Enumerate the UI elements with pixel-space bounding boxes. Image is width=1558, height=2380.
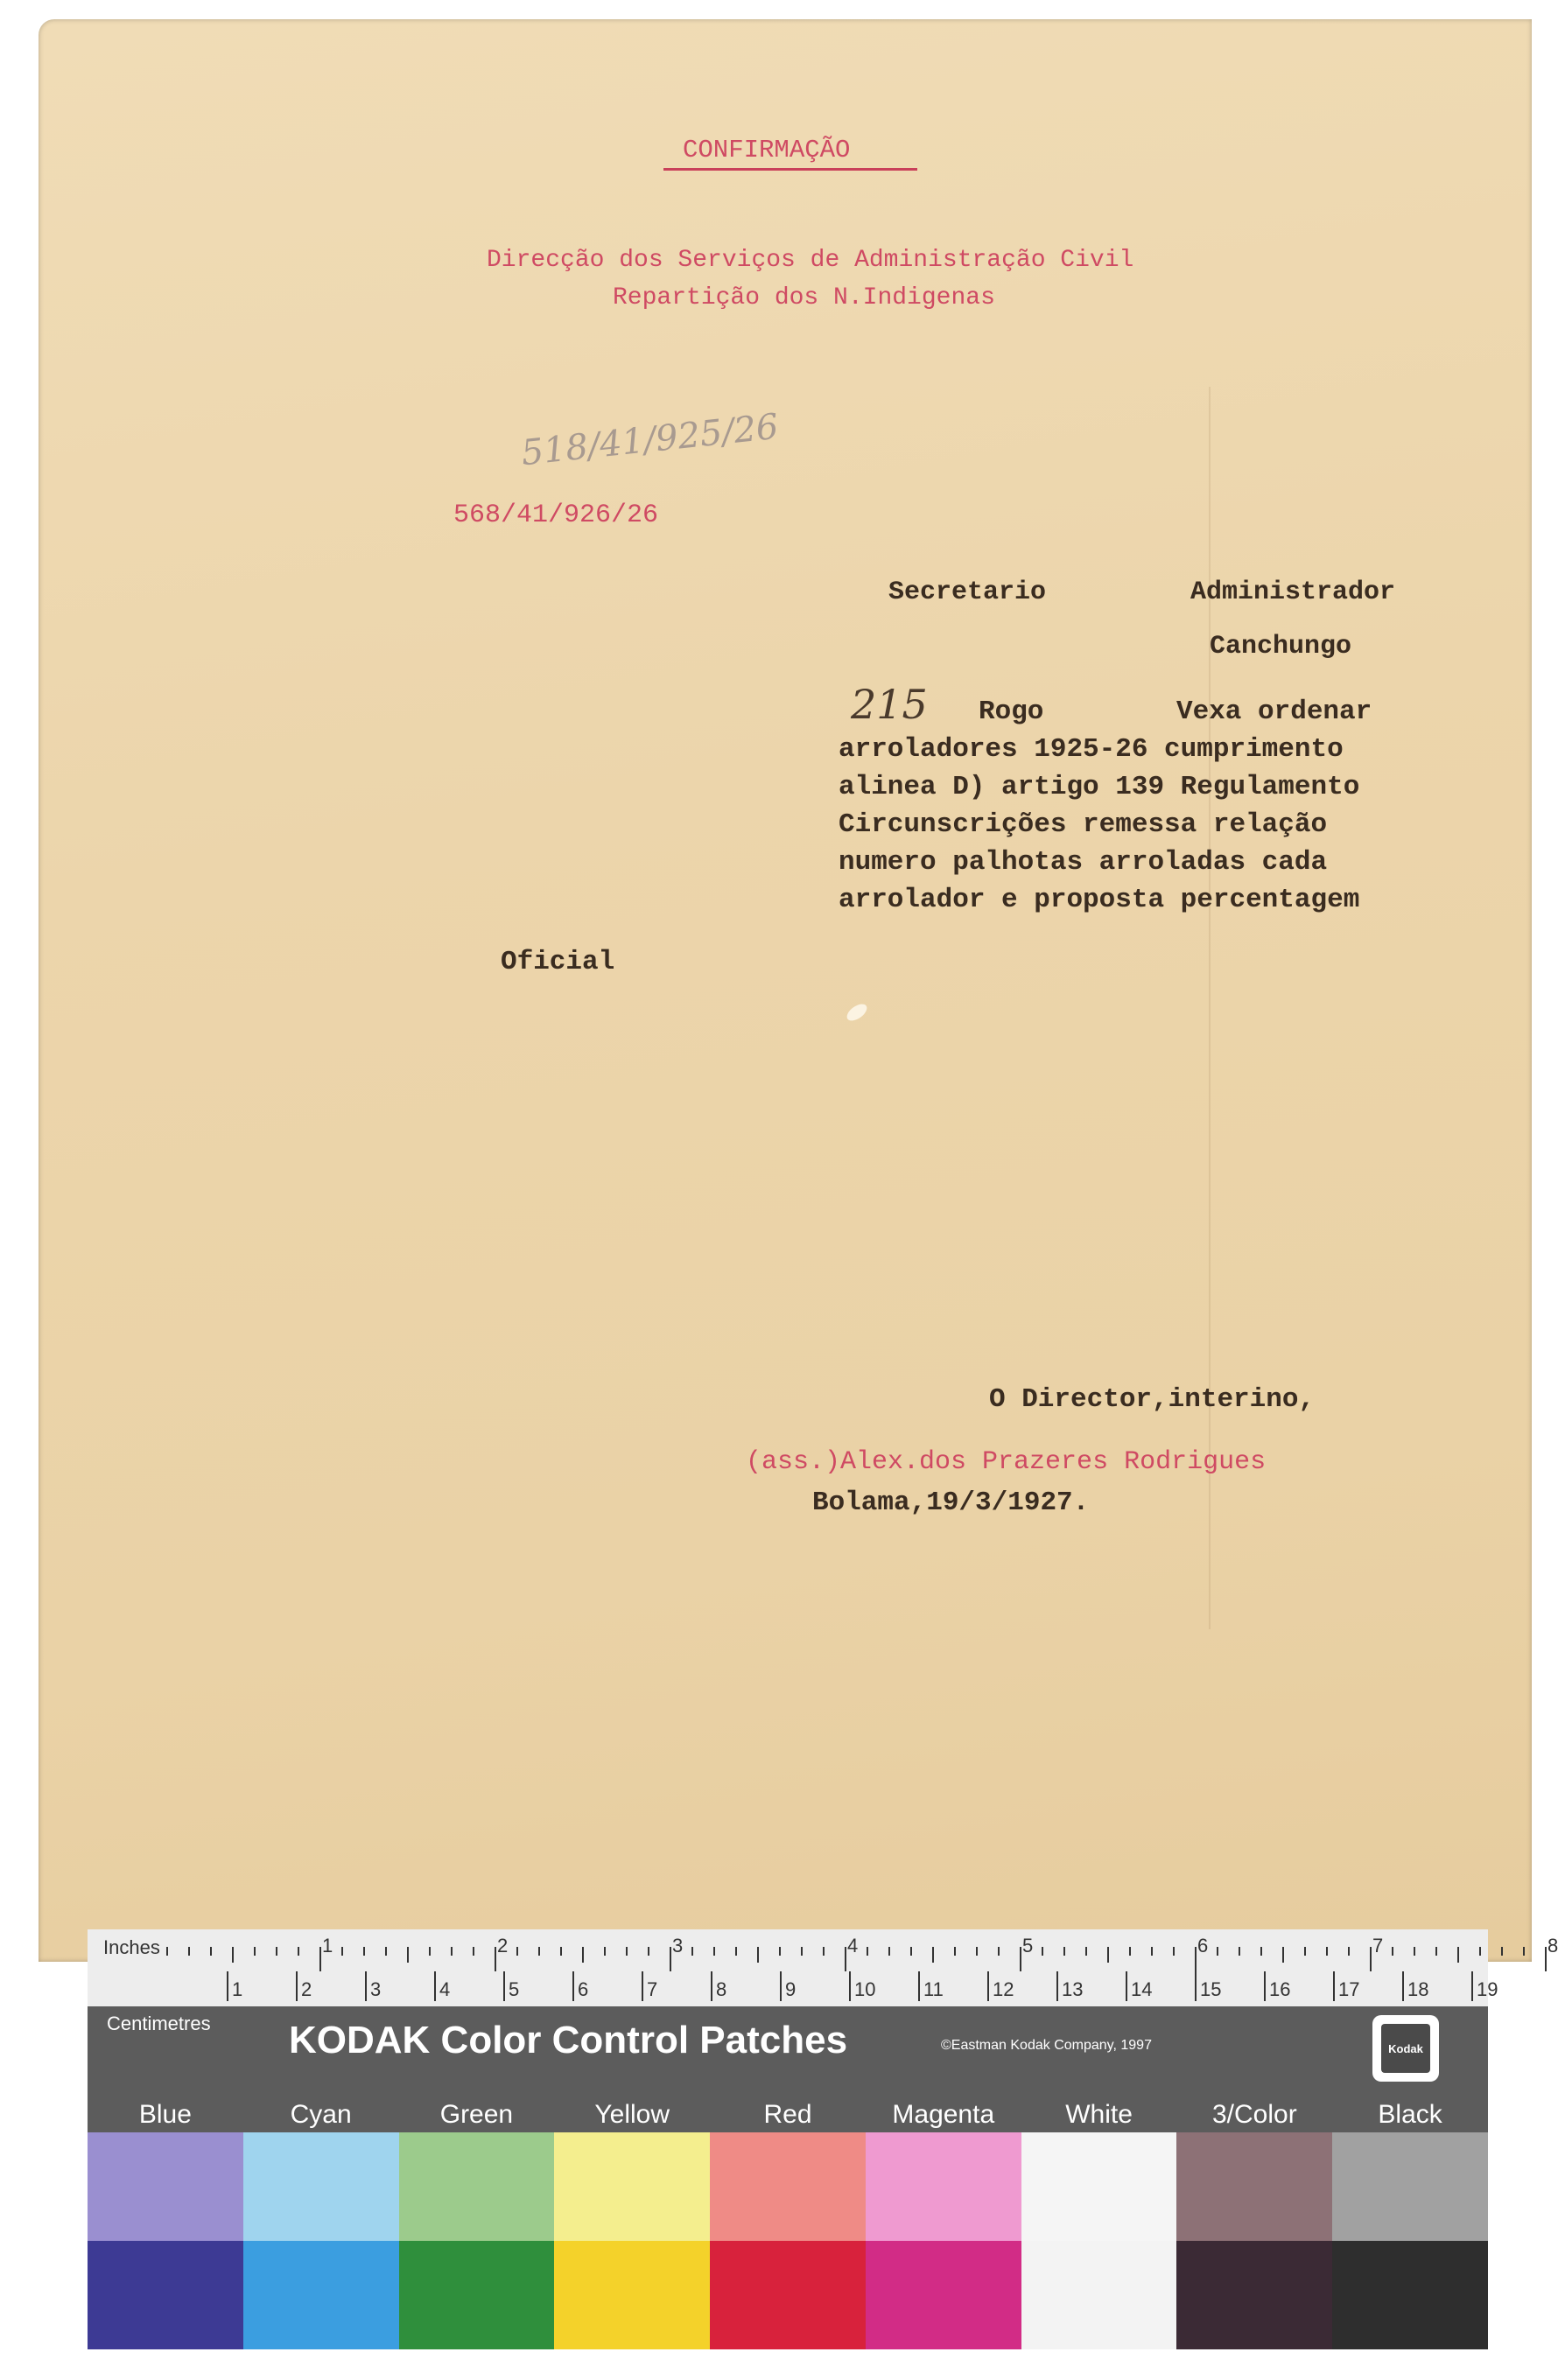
cm-tick	[1195, 1971, 1197, 2001]
target-title: KODAK Color Control Patches	[289, 2019, 848, 2062]
inch-tick	[210, 1947, 212, 1956]
patch-label: Black	[1378, 2100, 1442, 2129]
inch-tick	[1282, 1947, 1284, 1963]
inch-tick	[582, 1947, 584, 1963]
handwritten-number: 215	[851, 681, 928, 728]
inch-tick	[735, 1947, 737, 1956]
cm-tick	[503, 1971, 505, 2001]
cm-tick-label: 6	[578, 1978, 589, 2000]
signature-name: (ass.)Alex.dos Prazeres Rodrigues	[746, 1447, 1267, 1477]
inch-tick	[1457, 1947, 1459, 1963]
inch-tick	[385, 1947, 387, 1956]
color-patch-light	[554, 2132, 710, 2241]
inch-tick	[779, 1947, 781, 1956]
cm-tick-label: 9	[785, 1978, 797, 2000]
inch-tick	[1085, 1947, 1087, 1956]
inch-tick	[429, 1947, 431, 1956]
inch-tick	[1479, 1947, 1481, 1956]
handwritten-reference: 518/41/925/26	[519, 406, 781, 474]
cm-tick-label: 15	[1200, 1978, 1222, 2000]
title-underline	[663, 168, 917, 171]
color-patch-dark	[88, 2241, 243, 2349]
color-patch-dark	[554, 2241, 710, 2349]
inch-tick	[626, 1947, 628, 1956]
inch-tick	[1435, 1947, 1437, 1956]
inch-tick	[254, 1947, 256, 1956]
inch-tick	[845, 1947, 846, 1971]
recipient-label: Administrador	[1190, 578, 1396, 607]
inch-tick	[1414, 1947, 1415, 1956]
body-line: arrolador e proposta percentagem	[839, 885, 1360, 915]
inch-tick	[1545, 1947, 1547, 1971]
cm-tick	[572, 1971, 574, 2001]
inch-tick	[604, 1947, 606, 1956]
cm-tick	[918, 1971, 920, 2001]
inch-tick	[932, 1947, 934, 1963]
inch-tick	[188, 1947, 190, 1956]
cm-tick-label: 12	[993, 1978, 1014, 2000]
color-patch-dark	[710, 2241, 866, 2349]
color-patch-light	[1021, 2132, 1177, 2241]
body-line: arroladores 1925-26 cumprimento	[839, 734, 1344, 765]
cm-tick-label: 10	[854, 1978, 876, 2000]
inch-tick	[1326, 1947, 1328, 1956]
inch-tick	[867, 1947, 868, 1956]
inch-tick	[1523, 1947, 1525, 1956]
patch-label: Green	[439, 2100, 514, 2129]
inch-tick	[319, 1947, 321, 1971]
typed-reference: 568/41/926/26	[453, 500, 659, 530]
color-patch-dark	[399, 2241, 555, 2349]
patch-label: Yellow	[594, 2100, 670, 2129]
inch-tick	[1042, 1947, 1043, 1956]
cm-tick-label: 16	[1269, 1978, 1291, 2000]
signature-title: O Director,interino,	[989, 1384, 1316, 1415]
inch-tick-label: 5	[1022, 1935, 1034, 1956]
color-patch-dark	[1332, 2241, 1488, 2349]
inch-tick	[1195, 1947, 1197, 1971]
color-patch-light	[1332, 2132, 1488, 2241]
color-patch-light	[866, 2132, 1021, 2241]
inch-tick	[560, 1947, 562, 1956]
color-patch-dark	[1176, 2241, 1332, 2349]
cm-tick-label: 8	[716, 1978, 727, 2000]
inches-label: Inches	[103, 1936, 160, 1958]
cm-tick	[434, 1971, 436, 2001]
inch-tick	[1020, 1947, 1021, 1971]
inch-tick	[1107, 1947, 1109, 1963]
color-patch-dark	[866, 2241, 1021, 2349]
inch-tick-label: 4	[847, 1935, 859, 1956]
cm-tick-label: 5	[509, 1978, 520, 2000]
inch-tick	[1217, 1947, 1218, 1956]
inch-tick-label: 6	[1197, 1935, 1209, 1956]
body-line: Circunscrições remessa relação	[839, 809, 1328, 840]
inch-tick-label: 8	[1547, 1935, 1558, 1956]
kodak-logo	[1372, 2015, 1439, 2082]
inch-tick	[670, 1947, 671, 1971]
inch-tick	[1173, 1947, 1175, 1956]
inch-tick	[363, 1947, 365, 1956]
sender-label: Secretario	[888, 578, 1047, 607]
patch-label: White	[1065, 2100, 1133, 2129]
cm-tick	[780, 1971, 782, 2001]
inch-tick	[1304, 1947, 1306, 1956]
inch-tick	[998, 1947, 1000, 1956]
inch-tick	[823, 1947, 825, 1956]
header-department: Direcção dos Serviços de Administração Civil	[487, 247, 1134, 274]
inch-tick-label: 2	[497, 1935, 509, 1956]
target-copyright: ©Eastman Kodak Company, 1997	[941, 2038, 1152, 2053]
inch-tick	[341, 1947, 343, 1956]
color-patch-dark	[1021, 2241, 1177, 2349]
cm-tick	[296, 1971, 298, 2001]
color-patch-dark	[243, 2241, 399, 2349]
inch-tick	[691, 1947, 693, 1956]
inch-tick	[713, 1947, 715, 1956]
inch-tick	[888, 1947, 890, 1956]
inch-tick	[538, 1947, 540, 1956]
inch-tick	[1501, 1947, 1503, 1956]
inch-tick	[910, 1947, 912, 1956]
inch-tick	[1129, 1947, 1131, 1956]
color-patches	[88, 2097, 1488, 2349]
inch-tick	[801, 1947, 803, 1956]
cm-tick	[711, 1971, 712, 2001]
inch-tick	[1260, 1947, 1262, 1956]
cm-tick	[365, 1971, 367, 2001]
measurement-ruler	[88, 1929, 1558, 2006]
cm-tick-label: 1	[232, 1978, 243, 2000]
color-patch-light	[399, 2132, 555, 2241]
cm-tick	[1402, 1971, 1404, 2001]
patch-label: Magenta	[892, 2100, 995, 2129]
cm-tick-label: 7	[647, 1978, 658, 2000]
inch-tick	[473, 1947, 474, 1956]
inch-tick	[451, 1947, 453, 1956]
inch-tick	[495, 1947, 496, 1971]
kodak-logo-text: Kodak	[1381, 2024, 1430, 2073]
patch-label: 3/Color	[1211, 2100, 1297, 2129]
cm-tick	[1333, 1971, 1335, 2001]
patch-label: Blue	[138, 2100, 192, 2129]
classification-label: Oficial	[501, 947, 615, 977]
inch-tick	[648, 1947, 649, 1956]
color-patch-light	[88, 2132, 243, 2241]
inch-tick	[1063, 1947, 1065, 1956]
inch-tick	[232, 1947, 234, 1963]
inch-tick	[276, 1947, 277, 1956]
inch-tick	[1392, 1947, 1393, 1956]
cm-tick	[1126, 1971, 1127, 2001]
body-line: Vexa ordenar	[1176, 696, 1372, 727]
cm-tick	[1056, 1971, 1058, 2001]
inch-tick-label: 1	[322, 1935, 333, 1956]
cm-tick	[227, 1971, 228, 2001]
cm-tick-label: 19	[1477, 1978, 1498, 2000]
paper-fold	[1209, 387, 1211, 1629]
cm-tick-label: 13	[1062, 1978, 1084, 2000]
color-patch-light	[710, 2132, 866, 2241]
cm-tick	[987, 1971, 989, 2001]
inch-tick	[757, 1947, 759, 1963]
cm-tick-label: 2	[301, 1978, 312, 2000]
patch-label: Cyan	[290, 2100, 352, 2129]
inch-tick	[954, 1947, 956, 1956]
cm-tick-label: 11	[923, 1978, 944, 2000]
patch-label: Red	[763, 2100, 812, 2129]
paper-blemish	[844, 1001, 869, 1024]
cm-tick-label: 3	[370, 1978, 382, 2000]
color-patch-light	[1176, 2132, 1332, 2241]
inch-tick-label: 7	[1372, 1935, 1384, 1956]
inch-tick	[1370, 1947, 1372, 1971]
cm-tick	[1471, 1971, 1473, 2001]
cm-tick	[642, 1971, 643, 2001]
inch-tick	[1151, 1947, 1153, 1956]
body-line: Rogo	[979, 696, 1044, 727]
inch-tick	[1348, 1947, 1350, 1956]
centimetres-label: Centimetres	[107, 2012, 211, 2034]
inch-tick-label: 3	[672, 1935, 684, 1956]
inch-tick	[407, 1947, 409, 1963]
cm-tick-label: 14	[1131, 1978, 1153, 2000]
kodak-color-target	[88, 1929, 1558, 2349]
cm-tick-label: 18	[1407, 1978, 1429, 2000]
inch-tick	[298, 1947, 299, 1956]
document-title: CONFIRMAÇÃO	[683, 136, 851, 164]
color-patch-light	[243, 2132, 399, 2241]
body-line: alinea D) artigo 139 Regulamento	[839, 772, 1360, 802]
recipient-location: Canchungo	[1210, 632, 1352, 662]
inch-tick	[976, 1947, 978, 1956]
cm-tick-label: 4	[439, 1978, 451, 2000]
cm-tick	[1264, 1971, 1266, 2001]
inch-tick	[166, 1947, 168, 1956]
inch-tick	[516, 1947, 518, 1956]
cm-tick	[849, 1971, 851, 2001]
inch-tick	[1239, 1947, 1240, 1956]
place-date: Bolama,19/3/1927.	[812, 1488, 1090, 1518]
cm-tick-label: 17	[1338, 1978, 1360, 2000]
header-section: Repartição dos N.Indigenas	[613, 284, 995, 312]
body-line: numero palhotas arroladas cada	[839, 847, 1328, 878]
